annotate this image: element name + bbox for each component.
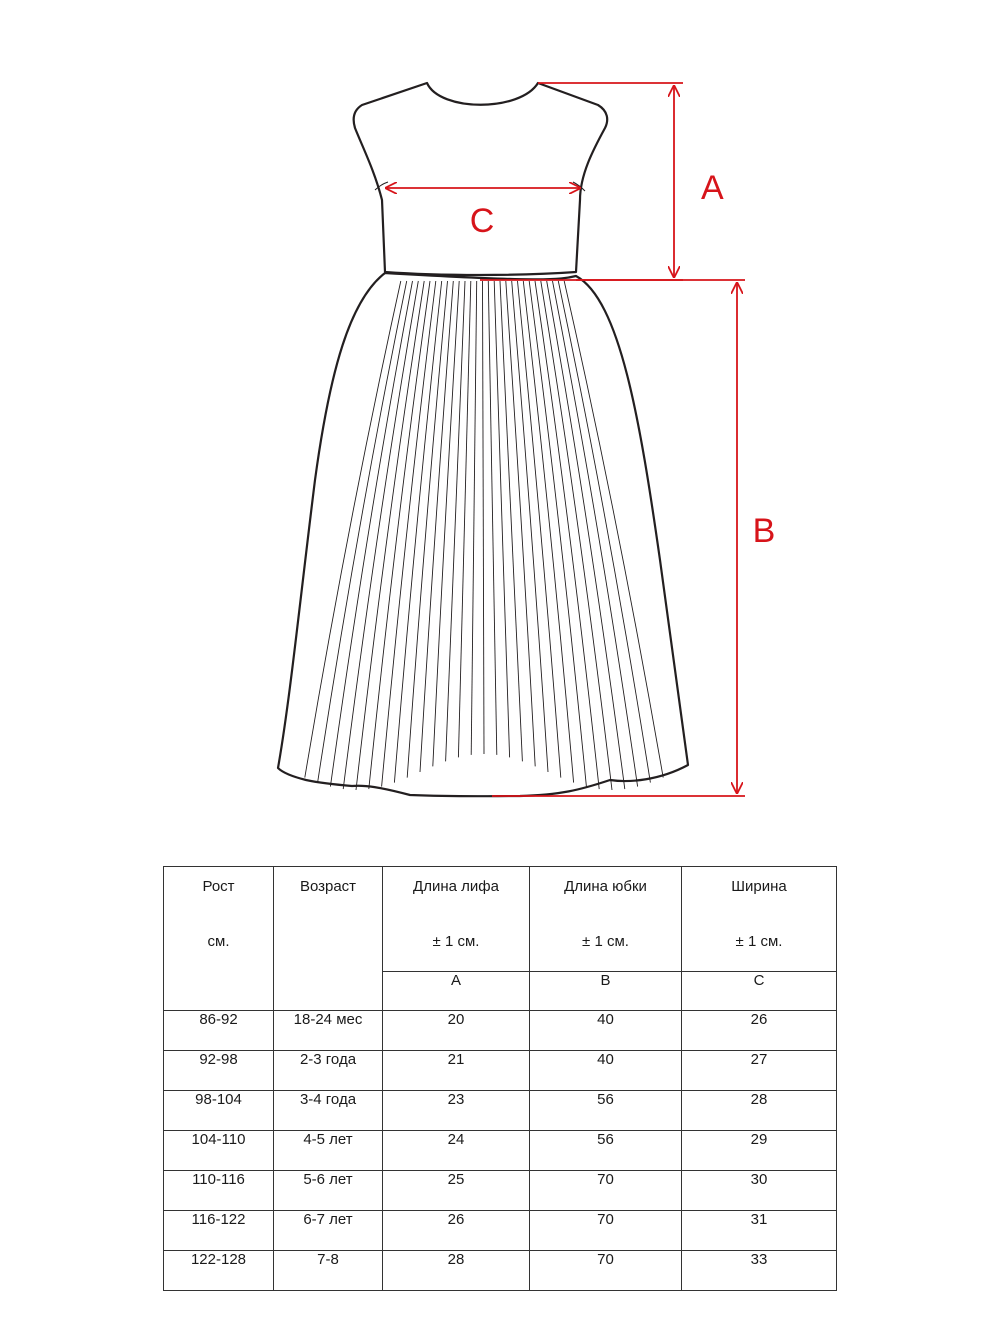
table-row (164, 1011, 837, 1051)
header-bodice-tolerance: ± 1 см. (432, 933, 480, 950)
cell-width: 28 (682, 1091, 837, 1131)
cell-skirt-length: 40 (530, 1051, 682, 1091)
header-height (164, 867, 274, 1011)
header-width (682, 867, 837, 972)
header-age-title: Возраст (299, 878, 357, 895)
cell-width: 27 (682, 1051, 837, 1091)
cell-height: 92-98 (164, 1051, 274, 1091)
header-age (274, 867, 383, 1011)
cell-age: 3-4 года (274, 1091, 383, 1131)
cell-age: 5-6 лет (274, 1171, 383, 1211)
cell-bodice-length: 20 (383, 1011, 530, 1051)
header-width-title: Ширина (731, 878, 787, 895)
header-skirt-title: Длина юбки (564, 878, 647, 895)
header-skirt-tolerance: ± 1 см. (582, 933, 629, 950)
cell-height: 110-116 (164, 1171, 274, 1211)
cell-skirt-length: 70 (530, 1251, 682, 1291)
table-row (164, 1051, 837, 1091)
cell-age: 2-3 года (274, 1051, 383, 1091)
cell-skirt-length: 56 (530, 1131, 682, 1171)
cell-bodice-length: 23 (383, 1091, 530, 1131)
table-row (164, 1131, 837, 1171)
size-table (163, 866, 837, 1291)
cell-height: 104-110 (164, 1131, 274, 1171)
cell-width: 30 (682, 1171, 837, 1211)
cell-bodice-length: 24 (383, 1131, 530, 1171)
table-row (164, 1251, 837, 1291)
label-b: B (752, 512, 776, 550)
header-skirt-length (530, 867, 682, 972)
header-bodice-length (383, 867, 530, 972)
bodice-outline (354, 83, 608, 275)
header-bodice-title: Длина лифа (413, 878, 499, 895)
cell-width: 33 (682, 1251, 837, 1291)
table-row (164, 1171, 837, 1211)
table-body (164, 1011, 837, 1291)
cell-height: 122-128 (164, 1251, 274, 1291)
table-row (164, 1091, 837, 1131)
cell-bodice-length: 26 (383, 1211, 530, 1251)
cell-bodice-length: 21 (383, 1051, 530, 1091)
cell-skirt-length: 70 (530, 1211, 682, 1251)
cell-age: 18-24 мес (274, 1011, 383, 1051)
header-height-unit: см. (207, 933, 230, 950)
header-height-title: Рост (202, 878, 235, 895)
cell-width: 31 (682, 1211, 837, 1251)
cell-height: 98-104 (164, 1091, 274, 1131)
header-width-tolerance: ± 1 см. (735, 933, 783, 950)
table-header-row (164, 867, 837, 972)
cell-skirt-length: 56 (530, 1091, 682, 1131)
cell-skirt-length: 40 (530, 1011, 682, 1051)
letter-c: C (682, 972, 837, 1011)
cell-age: 4-5 лет (274, 1131, 383, 1171)
cell-bodice-length: 28 (383, 1251, 530, 1291)
cell-height: 116-122 (164, 1211, 274, 1251)
cell-width: 29 (682, 1131, 837, 1171)
cell-skirt-length: 70 (530, 1171, 682, 1211)
cell-age: 6-7 лет (274, 1211, 383, 1251)
letter-a: A (383, 972, 530, 1011)
cell-height: 86-92 (164, 1011, 274, 1051)
label-c: C (469, 202, 495, 240)
skirt-outline (278, 273, 688, 796)
cell-width: 26 (682, 1011, 837, 1051)
cell-bodice-length: 25 (383, 1171, 530, 1211)
cell-age: 7-8 (274, 1251, 383, 1291)
table-row (164, 1211, 837, 1251)
letter-b: B (530, 972, 682, 1011)
label-a: A (701, 169, 724, 207)
